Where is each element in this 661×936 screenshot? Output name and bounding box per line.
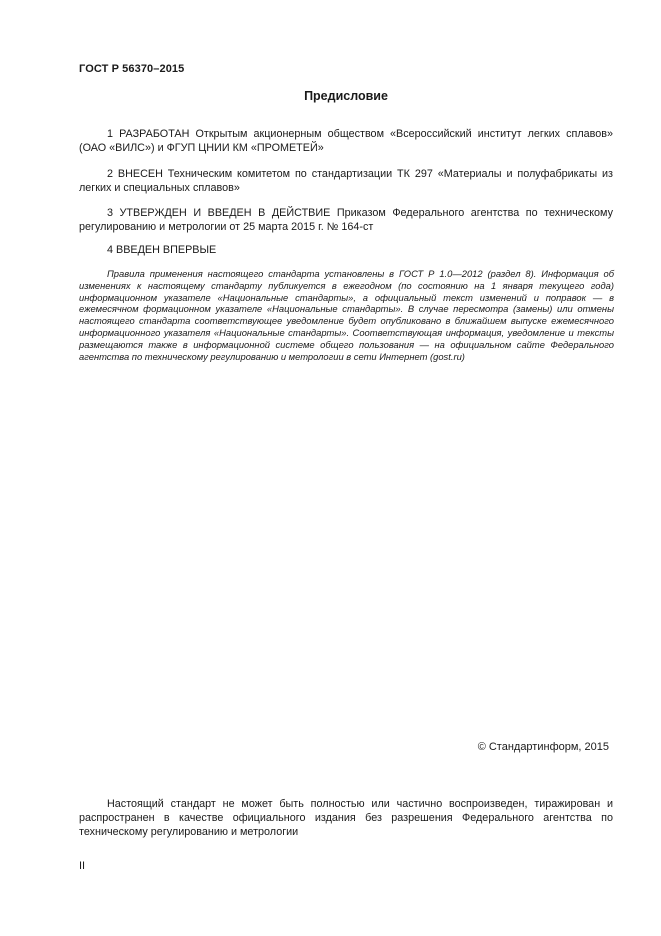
foreword-item-introduced: 2 ВНЕСЕН Техническим комитетом по стандартизации ТК 297 «Материалы и полуфабрикаты из легких и специальных сплавов»	[79, 168, 613, 194]
reproduction-notice: Настоящий стандарт не может быть полностью или частично воспроизведен, тиражирован и распространен в качестве официального издания без разрешения Федерального агентства по техническому регулированию и метрологии	[79, 798, 613, 838]
page-number: II	[79, 860, 86, 872]
foreword-item-developed: 1 РАЗРАБОТАН Открытым акционерным обществом «Всероссийский институт легких сплавов» (ОАО «ВИЛС») и ФГУП ЦНИИ КМ «ПРОМЕТЕЙ»	[79, 128, 613, 154]
page-title: Предисловие	[304, 89, 388, 103]
foreword-item-first-introduced: 4 ВВЕДЕН ВПЕРВЫЕ	[107, 244, 217, 256]
standard-code-header: ГОСТ Р 56370–2015	[79, 63, 185, 75]
application-rules-note: Правила применения настоящего стандарта установлены в ГОСТ Р 1.0—2012 (раздел 8). Информация об изменениях к настоящему стандарту публикуется в ежегодном (по состоянию на 1 января текущего года) информационном указателе «Национальные стандарты», а официальный текст изменений и поправок — в ежемесячном формационном указателе «Национальные стандарты». В случае пересмотра (замены) или отмены настоящего стандарта соответствующее уведомление будет опубликовано в ближайшем выпуске ежемесячного информационного указателя «Национальные стандарты». Соответствующая информация, уведомление и тексты размещаются также в информационной системе общего пользования — на официальном сайте Федерального агентства по техническому регулированию и метрологии в сети Интернет (gost.ru)	[79, 268, 614, 362]
foreword-item-approved: 3 УТВЕРЖДЕН И ВВЕДЕН В ДЕЙСТВИЕ Приказом Федерального агентства по техническому регулированию и метрологии от 25 марта 2015 г. № 164-ст	[79, 207, 613, 233]
copyright-line: © Стандартинформ, 2015	[477, 741, 609, 753]
